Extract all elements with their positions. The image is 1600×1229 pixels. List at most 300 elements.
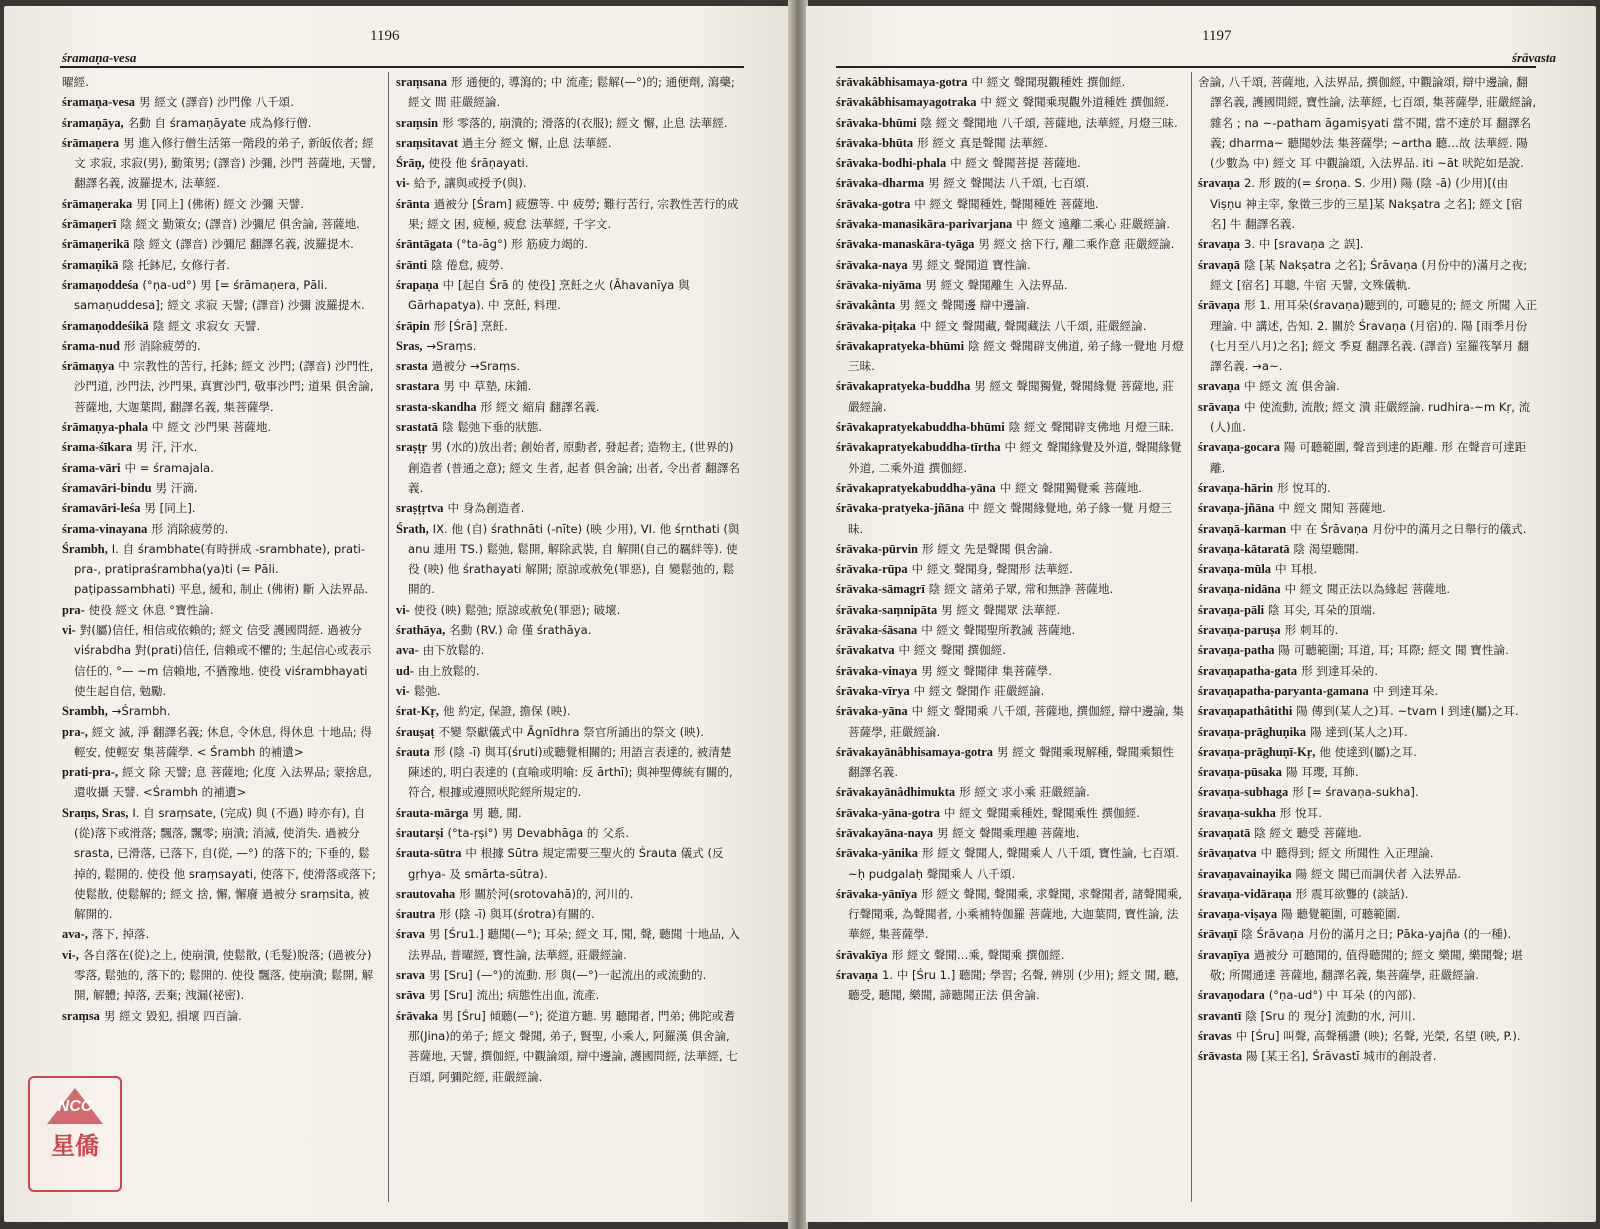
dictionary-entry [62, 113, 380, 133]
entry-definition: 形 經文 聲聞, 聲聞乘, 求聲聞, 求聲聞者, 諸聲聞乘, 行聲聞乘, 為聲聞者, 小乘補特伽羅 菩薩地, 大迦葉問, 寶性論, 法華經, 集菩薩學. [848, 886, 1183, 942]
entry-headword: ava-, [62, 927, 88, 942]
entry-headword: śravaṇīya [1198, 947, 1250, 962]
entry-headword: pra- [62, 602, 85, 617]
entry-headword: śrapaṇa [396, 277, 439, 292]
entry-definition: 男 (水的)放出者; 創始者, 原動者, 發起者; 造物主, (世界的)創造者 (普通之意); 經文 生者, 起者 俱舍論; 出者, 令出者 翻譯名義. [408, 440, 740, 495]
dictionary-entry [1198, 1026, 1538, 1046]
dictionary-entry [836, 275, 1184, 295]
dictionary-entry [836, 234, 1184, 254]
dictionary-entry [836, 478, 1184, 498]
entry-definition: 形 到達耳朵的. [1301, 663, 1379, 678]
entry-headword: sraṃsa [62, 1008, 100, 1023]
entry-headword: śravaṇa-pūsaka [1198, 765, 1283, 780]
entry-headword: Sras, [396, 338, 423, 353]
running-head: śramaṇa-vesa [62, 50, 137, 65]
entry-definition: 陰 經文 勤策女; (譯音) 沙彌尼 俱舍論, 菩薩地. [120, 217, 360, 232]
entry-headword: śravaṇapatha-gata [1198, 663, 1298, 678]
entry-headword: śrāvakapratyekabuddha-yāna [836, 480, 996, 495]
entry-definition: 中 身為創造者. [447, 501, 525, 516]
entry-definition: →Sraṃs. [426, 338, 477, 353]
dictionary-entry [396, 336, 742, 356]
dictionary-entry [62, 336, 380, 356]
entry-definition: 中 經文 聲聞作 莊嚴經論. [913, 683, 1045, 698]
entry-headword: śravaṇa-prāghuṇika [1198, 724, 1307, 739]
entry-definition: 1. 中 [Śru 1.] 聽聞; 學習; 名聲, 辨別 (少用); 經文 聞, 聽, 聽受, 聽聞, 樂聞, 諦聽聞正法 俱舍論. [848, 968, 1179, 1003]
entry-definition: 形 震耳欲聾的 (談話). [1295, 886, 1409, 901]
dictionary-entry [1198, 904, 1538, 924]
dictionary-entry [836, 153, 1184, 173]
dictionary-entry [836, 214, 1184, 234]
dictionary-entry [1198, 762, 1538, 782]
dictionary-entry [62, 600, 380, 620]
entry-headword: śrāmaṇeraka [62, 196, 133, 211]
running-head: śrāvasta [1511, 50, 1556, 65]
entry-definition: 中 [Śru] 叫聲, 高聲稱讚 (映); 名聲, 光榮, 名望 (映, P.). [1235, 1028, 1521, 1043]
dictionary-entry [836, 965, 1184, 1006]
dictionary-entry [1198, 661, 1538, 681]
dictionary-entry [836, 295, 1184, 315]
entry-headword: śravaṇa-nidāna [1198, 582, 1281, 597]
entry-headword: śrāvakapratyekabuddha-bhūmi [836, 420, 1005, 435]
entry-headword: śravaṇā-karman [1198, 521, 1287, 536]
entry-definition: 中 [起自 Śrā 的 使役] 烹飪之火 (Āhavanīya 與 Gārhapatya). 中 烹飪, 料理. [408, 277, 690, 313]
entry-definition: 男 經文 聲聞乘理趣 菩薩地. [937, 825, 1080, 840]
entry-definition: 形 經文 求小乘 莊嚴經論. [959, 785, 1090, 800]
dictionary-entry [396, 72, 742, 113]
entry-definition: 由上放鬆的. [417, 663, 480, 678]
entry-definition: 陽 [某王名], Śrāvastī 城市的創設者. [1246, 1049, 1437, 1064]
entry-definition: 中 宗教性的苦行, 托鉢; 經文 沙門; (譯音) 沙門性, 沙門道, 沙門法, 沙門果, 真實沙門, 敬事沙門; 道果 俱舍論, 菩薩地, 大迦葉問, 翻譯名義, 集菩薩學. [74, 359, 374, 414]
entry-headword: śrāvaka-bodhi-phala [836, 156, 947, 171]
entry-headword: śrāvakapratyeka-bhūmi [836, 338, 965, 353]
entry-headword: śrāvaka-rūpa [836, 562, 908, 577]
dictionary-entry [836, 437, 1184, 478]
entry-headword: śrāvaṇa [1198, 298, 1240, 313]
dictionary-entry [836, 742, 1184, 783]
dictionary-entry [62, 1006, 380, 1026]
dictionary-entry [396, 133, 742, 153]
entry-definition: 男 汗滴. [155, 480, 198, 495]
entry-headword: śrāvaka-piṭaka [836, 318, 916, 333]
entry-headword: śrāvakayānâdhimukta [836, 785, 956, 800]
entry-definition: 男 聽, 聞. [472, 805, 522, 820]
entry-headword: sraṣṭṛtva [396, 501, 444, 516]
dictionary-entry [396, 681, 742, 701]
entry-definition: 形 [= śravaṇa-sukha]. [1292, 785, 1419, 800]
entry-headword: śrāvaka-pūrvin [836, 541, 918, 556]
entry-definition: 中 經文 聲聞 撰伽經. [898, 643, 1006, 658]
entry-headword: śrāvaka-yānīya [836, 886, 918, 901]
entry-headword: śramaṇikā [62, 257, 119, 272]
entry-definition: 中 經文 聲聞種姓, 聲聞種姓 菩薩地. [914, 196, 1099, 211]
entry-definition: 形 通便的, 導瀉的; 中 流產; 鬆解(—°)的; 通便劑, 瀉藥; 經文 間 莊嚴經論. [408, 75, 735, 110]
entry-definition: 男 [Śru1.] 聽聞(—°); 耳朵; 經文 耳, 聞, 聲, 聽聞 十地品, 入法界品, 普曜經, 寶性論, 法華經, 莊嚴經論. [408, 927, 740, 962]
entry-headword: śravaṇa-kātaratā [1198, 541, 1290, 556]
entry-headword: śrāvakayāna-naya [836, 825, 934, 840]
entry-headword: śramaṇoddeśa [62, 277, 139, 292]
dictionary-entry [1198, 397, 1538, 438]
dictionary-entry [62, 133, 380, 194]
entry-headword: śrāvaka-śāsana [836, 623, 918, 638]
dictionary-entry [396, 275, 742, 316]
dictionary-entry [396, 701, 742, 721]
entry-headword: śramavāri-leśa [62, 501, 141, 516]
entry-headword: śravaṇa-vidāraṇa [1198, 886, 1292, 901]
column-1 [62, 72, 380, 1208]
entry-definition: 中 經文 沙門果 菩薩地. [152, 420, 272, 435]
dictionary-entry [62, 356, 380, 417]
entry-definition: 中 經文 聲聞菩提 菩薩地. [950, 156, 1081, 171]
entry-headword: śrāvaṇatva [1198, 846, 1257, 861]
entry-headword: vi-, [62, 947, 79, 962]
entry-definition: 中 經文 聲聞聖所教誡 菩薩地. [921, 623, 1076, 638]
entry-definition: 陰 耳尖, 耳朵的頂端. [1268, 602, 1376, 617]
entry-headword: śrama-śīkara [62, 440, 133, 455]
dictionary-entry [836, 255, 1184, 275]
entry-definition: 男 經文 聲聞道 寶性論. [911, 257, 1031, 272]
dictionary-entry [836, 803, 1184, 823]
entry-headword: sravaṇa [1198, 379, 1240, 394]
entry-definition: I. 自 sraṃsate, (完成) 與 (不過) 時亦有), 自(從)落下或滑落; 飄落, 飄零; 崩潰; 消滅, 使消失. 過被分 srasta, 已滑落, 已落下, 自(從, —°) 的落下的; 下垂的, 鬆掉的, 鬆開的. 使役 他 sraṃsayati, 使落下, 使滑落或落下; 使鬆散, 使鬆解的; 經文 捨, 懈, 懈廢 過被分 sraṃsita, 被解開的. [74, 805, 376, 922]
entry-definition: 各自落在(從)之上, 使崩潰, 使鬆散, (毛髮)脫落; (過被分) 零落, 鬆弛的, 落下的; 鬆開的. 使役 飄落, 使崩潰; 鬆開, 解開, 解體; 掉落, 丟棄; 洩漏(祕密). [74, 947, 374, 1003]
entry-headword: śrāvaka-dharma [836, 176, 925, 191]
dictionary-entry [1198, 72, 1538, 173]
entry-headword: śrāmaṇerikā [62, 237, 130, 252]
stamp-text: 星僑 [51, 1133, 99, 1160]
entry-definition: 形 關於河(srotovahā)的, 河川的. [459, 886, 634, 901]
entry-definition: 中 經文 聲聞乘現觀外道種姓 撰伽經. [980, 95, 1170, 110]
watermark-stamp [28, 1076, 122, 1192]
entry-definition: →Śrambh. [111, 704, 171, 719]
dictionary-entry [396, 985, 742, 1005]
entry-headword: sraṃsin [396, 115, 438, 130]
dictionary-entry [396, 823, 742, 843]
entry-definition: 男 [Sru] (—°)的流動. 形 與(—°)一起流出的或流動的. [428, 968, 707, 983]
entry-headword: srautovaha [396, 886, 456, 901]
entry-headword: srava [396, 968, 425, 983]
dictionary-entry [1198, 600, 1538, 620]
dictionary-entry [836, 539, 1184, 559]
entry-definition: 陰 經文 聲聞辟支佛地 月燈三昧. [1008, 420, 1175, 435]
entry-headword: srāvaṇa [1198, 399, 1240, 414]
entry-headword: sravantī [1198, 1008, 1242, 1023]
entry-headword: Śrambh, [62, 541, 108, 556]
dictionary-entry [396, 255, 742, 275]
book-gutter [788, 0, 808, 1229]
entry-headword: śrāvaka-sāmagrī [836, 582, 925, 597]
entry-headword: śrauta-sūtra [396, 846, 462, 861]
dictionary-entry [62, 72, 380, 92]
entry-headword: vi- [396, 176, 410, 191]
entry-definition: 陰 Śrāvaṇa 月份的滿月之日; Pāka-yajña (的一種). [1241, 927, 1512, 942]
entry-headword: śravaṇa-sukha [1198, 805, 1276, 820]
entry-definition: 形 經文 真是聲聞 法華經. [917, 135, 1048, 150]
entry-definition: 形 零落的, 崩潰的; 滑落的(衣服); 經文 懈, 止息 法華經. [441, 115, 728, 130]
dictionary-entry [836, 640, 1184, 660]
entry-definition: 陽 可聽範圍; 耳道, 耳; 耳際; 經文 聞 寶性論. [1278, 643, 1509, 658]
entry-headword: śrāvaka-yānika [836, 846, 918, 861]
dictionary-entry [1198, 437, 1538, 478]
entry-definition: 過被分 →Sraṃs. [431, 359, 521, 374]
entry-definition: (°ta-āg°) 形 筋疲力竭的. [456, 237, 588, 252]
entry-definition: 男 進入修行僧生活第一階段的弟子, 新皈依者; 經文 求寂, 求寂(男), 勤策男; (譯音) 沙彌, 沙門 菩薩地, 天譬, 翻譯名義, 波羅提木, 法華經. [74, 135, 376, 191]
entry-headword: śrauta [396, 744, 430, 759]
entry-headword: śravaṇā [1198, 257, 1240, 272]
entry-definition: 陰 經文 求寂女 天譬. [152, 318, 261, 333]
dictionary-entry [1198, 1006, 1538, 1026]
entry-definition: 陰 鬆弛下垂的狀態. [441, 420, 543, 435]
dictionary-entry [1198, 579, 1538, 599]
entry-headword: śrāvakânta [836, 298, 896, 313]
entry-definition: 名動 (RV.) 命 僅 śrathāya. [449, 623, 592, 638]
dictionary-entry [1198, 722, 1538, 742]
entry-definition: 中 到達耳朵. [1372, 683, 1439, 698]
dictionary-entry [1198, 173, 1538, 234]
entry-headword: śrāvaka-gotra [836, 196, 911, 211]
entry-headword: pra-, [62, 724, 88, 739]
dictionary-entry [62, 620, 380, 701]
entry-definition: 男 經文 聲聞眾 法華經. [941, 602, 1061, 617]
entry-headword: śrāvaka-bhūta [836, 135, 914, 150]
dictionary-entry [396, 904, 742, 924]
entry-definition: 使役 他 śrāṇayati. [428, 156, 529, 171]
entry-headword: śrāvakâbhisamayagotraka [836, 95, 977, 110]
entry-definition: 男 經文 聲聞獨覺, 聲聞緣覺 菩薩地, 莊嚴經論. [848, 379, 1174, 414]
entry-definition: (°ta-ṛṣi°) 男 Devabhāga 的 父系. [447, 825, 630, 840]
dictionary-entry [62, 92, 380, 112]
entry-definition: 形 悅耳的. [1277, 480, 1331, 495]
entry-headword: śrāmaṇera [62, 135, 120, 150]
entry-headword: srastatā [396, 420, 438, 435]
entry-headword: śrautra [396, 907, 436, 922]
entry-headword: śrāvaka-bhūmi [836, 115, 917, 130]
entry-headword: śrānta [396, 196, 430, 211]
entry-headword: vi- [396, 602, 410, 617]
entry-definition: 男 [Sru] 流出; 病態性出血, 流產. [428, 988, 600, 1003]
dictionary-entry [1198, 945, 1538, 986]
entry-definition: 男 [同上] (佛術) 經文 沙彌 天譬. [136, 196, 304, 211]
entry-headword: srāva [396, 988, 425, 1003]
dictionary-entry [396, 356, 742, 376]
entry-definition: 經文 除 天譬; 息 菩薩地; 化度 入法界品; 蒙捨息, 還收攝 天譬. <Śrambh 的補遺> [74, 765, 372, 800]
dictionary-entry [396, 803, 742, 823]
dictionary-entry [1198, 843, 1538, 863]
entry-definition: 使役 (映) 鬆弛; 原諒或赦免(罪惡); 破壞. [413, 602, 621, 617]
entry-headword: śravaṇapathâtithi [1198, 704, 1293, 719]
entry-headword: śrama-nud [62, 338, 120, 353]
dictionary-entry [1198, 519, 1538, 539]
entry-definition: 形 [Śrā] 烹飪. [433, 318, 508, 333]
entry-definition: 給予, 讓與或授予(與). [413, 176, 527, 191]
dictionary-entry [62, 803, 380, 925]
entry-definition: 舍論, 八千頌, 菩薩地, 入法界品, 撰伽經, 中觀論頌, 辯中邊論, 翻譯名義, 護國問經, 寶性論, 法華經, 七百頌, 集菩薩學, 莊嚴經論, 雜名 ; na ~-patham āgamiṣyati 當不聞, 當不達於耳 翻譯名義; dharma~ 聽聞妙法 集菩薩學; ~artha 聽…故 法華經. 陽 (少數為 中) 經文 耳 中觀論頌, 入法界品. iti ~āt 吠陀如是說. [1198, 75, 1537, 171]
entry-definition: 陰 渴望聽聞. [1293, 541, 1359, 556]
entry-definition: 男 [Śru] 傾聽(—°); 從道方聽. 男 聽聞者, 門弟; 佛陀或耆那(Jina)的弟子; 經文 聲聞, 弟子, 賢聖, 小乘人, 阿羅漢 俱舍論, 菩薩地, 天譬, 撰伽經, 中觀論頌, 辯中邊論, 護國問經, 法華經, 七百頌, 阿彌陀經, 莊嚴經論. [408, 1008, 738, 1084]
dictionary-entry [1198, 884, 1538, 904]
entry-definition: 中 經文 聲聞緣覺地, 弟子緣一覺 月燈三昧. [848, 501, 1172, 536]
dictionary-entry [62, 214, 380, 234]
dictionary-entry [1198, 803, 1538, 823]
entry-headword: śrāvaka-vīrya [836, 683, 910, 698]
entry-definition: (°ṇa-ud°) 男 [= śrāmaṇera, Pāli. samaṇuddesa]; 經文 求寂 天譬; (譯音) 沙彌 波羅提木. [74, 277, 365, 313]
entry-definition: 過主分 經文 懈, 止息 法華經. [461, 135, 612, 150]
entry-definition: 名動 自 śramaṇāyate 成為修行僧. [127, 115, 312, 130]
entry-definition: 男 經文 聲聞法 八千頌, 七百頌. [928, 176, 1090, 191]
entry-definition: 使役 經文 休息 °寶性論. [88, 602, 214, 617]
dictionary-entry [836, 417, 1184, 437]
entry-definition: 2. 形 跛的(= śroṇa. S. 少用) 陽 (陰 -ā) (少用)[(由 Viṣṇu 神主宰, 象徵三步的三星]某 Nakṣatra 之名]; 經文 [宿名] 牛 翻譯名義. [1210, 176, 1523, 232]
dictionary-entry [1198, 295, 1538, 376]
entry-definition: 中 根據 Sūtra 規定需要三聖火的 Śrauta 儀式 (反 gṛhya- 及 smārta-sūtra). [408, 846, 724, 881]
entry-definition: 中 經文 聲聞乘種姓, 聲聞乘性 撰伽經. [943, 805, 1140, 820]
entry-headword: śrāvaka-vinaya [836, 663, 918, 678]
entry-definition: 中 經文 聲聞身, 聲聞形 法華經. [911, 562, 1073, 577]
entry-headword: śrautarṣi [396, 825, 444, 840]
entry-headword: srastara [396, 379, 440, 394]
page-number: 1197 [1202, 28, 1232, 44]
entry-definition: 形 刺耳的. [1284, 623, 1339, 638]
dictionary-entry [396, 113, 742, 133]
dictionary-entry [836, 701, 1184, 742]
entry-definition: 形 經文 先是聲聞 俱舍論. [921, 541, 1053, 556]
entry-headword: śrathāya, [396, 623, 446, 638]
dictionary-entry [396, 498, 742, 518]
dictionary-entry [396, 417, 742, 437]
entry-headword: śrāvaka-niyāma [836, 277, 922, 292]
entry-definition: 他 約定, 保證, 擔保 (映). [442, 704, 571, 719]
column-2 [1198, 72, 1538, 1208]
entry-headword: Srambh, [62, 704, 108, 719]
entry-definition: 中 聽得到; 經文 所聞性 入正理論. [1260, 846, 1434, 861]
column-1 [836, 72, 1184, 1208]
entry-definition: 中 = śramajala. [124, 460, 214, 475]
entry-definition: 中 經文 流 俱舍論. [1243, 379, 1340, 394]
entry-definition: 陰 經文 聲聞辟支佛道, 弟子緣一覺地 月燈三昧. [848, 338, 1184, 374]
dictionary-entry [396, 437, 742, 498]
entry-definition: 男 汗, 汗水. [136, 440, 198, 455]
dictionary-entry [62, 275, 380, 316]
dictionary-entry [396, 884, 742, 904]
entry-headword: śrat-Kṛ, [396, 704, 440, 719]
dictionary-entry [62, 478, 380, 498]
dictionary-entry [836, 661, 1184, 681]
entry-headword: śrāvaka-manasikāra-parivarjana [836, 217, 1013, 232]
column-divider [1191, 72, 1192, 1202]
entry-headword: śravaṇa-patha [1198, 643, 1275, 658]
entry-headword: sraṃsitavat [396, 135, 458, 150]
column-divider [388, 72, 389, 1202]
entry-headword: sraṣṭṛ [396, 440, 427, 455]
dictionary-entry [62, 234, 380, 254]
entry-definition: 男 經文 毀犯, 損壞 四百論. [103, 1008, 242, 1023]
entry-definition: 中 經文 聲聞藏, 聲聞藏法 八千頌, 莊嚴經論. [919, 318, 1147, 333]
entry-definition: 曜經. [62, 75, 89, 89]
entry-definition: 形 (陰 -ī) 與耳(śrotra)有關的. [439, 907, 595, 922]
dictionary-entry [396, 965, 742, 985]
stamp-text: NCC [57, 1098, 93, 1115]
entry-definition: 陰 經文 (譯音) 沙彌尼 翻譯名義, 波羅提木. [133, 237, 354, 252]
entry-definition: 陰 托鉢尼, 女修行者. [122, 257, 230, 272]
dictionary-entry [396, 640, 742, 660]
entry-headword: śrānti [396, 257, 427, 272]
entry-headword: śrauṣaṭ [396, 724, 435, 739]
dictionary-entry [62, 762, 380, 803]
dictionary-entry [836, 600, 1184, 620]
entry-headword: prati-pra-, [62, 765, 119, 780]
entry-definition: 男 經文 聲聞律 集菩薩學. [921, 663, 1052, 678]
dictionary-entry [396, 924, 742, 965]
entry-headword: śrāvaka-manaskāra-tyāga [836, 237, 975, 252]
entry-headword: śrāvaka-saṃnipāta [836, 602, 938, 617]
dictionary-entry [396, 173, 742, 193]
entry-headword: śravaṇa-prāghuṇī-Kṛ, [1198, 744, 1316, 759]
dictionary-entry [836, 133, 1184, 153]
entry-definition: 中 使流動, 流散; 經文 潰 莊嚴經論. rudhira-~m Kṛ, 流(人)血. [1210, 399, 1531, 435]
entry-definition: 陽 經文 聞已而調伏者 入法界品. [1295, 866, 1462, 881]
dictionary-entry [1198, 924, 1538, 944]
entry-headword: śravaṇa-gocara [1198, 440, 1280, 455]
entry-headword: śravaṇodara [1198, 988, 1265, 1003]
dictionary-entry [1198, 620, 1538, 640]
header-rule [836, 66, 1536, 68]
entry-headword: śrāvakâbhisamaya-gotra [836, 75, 968, 89]
dictionary-entry [396, 376, 742, 396]
dictionary-entry [62, 417, 380, 437]
dictionary-entry [1198, 1046, 1538, 1066]
dictionary-entry [1198, 782, 1538, 802]
entry-definition: 男 經文 (譯音) 沙門像 八千頌. [138, 95, 294, 110]
entry-headword: vi- [396, 683, 410, 698]
entry-definition: 形 1. 用耳朵(śravaṇa)聽到的, 可聽見的; 經文 所聞 入正理論. 中 講述, 告知. 2. 關於 Śravaṇa (月宿)的. 陽 [雨季月份(七月至八月)之名]; 經文 季夏 翻譯名義. (譯音) 室羅筏拏月 翻譯名義. →a~. [1210, 298, 1538, 374]
entry-headword: śravaṇa [836, 968, 878, 983]
entry-definition: 形 悅耳. [1279, 805, 1322, 820]
page-number: 1196 [370, 28, 400, 44]
dictionary-entry [836, 681, 1184, 701]
entry-definition: 他 使達到(屬)之耳. [1319, 744, 1417, 759]
dictionary-entry [836, 316, 1184, 336]
dictionary-entry [836, 194, 1184, 214]
entry-headword: śrāmaṇya [62, 359, 115, 374]
entry-headword: śravas [1198, 1028, 1232, 1043]
dictionary-entry [396, 397, 742, 417]
left-page [4, 6, 790, 1222]
entry-definition: 形 經文 聲聞人, 聲聞乘人 八千頌, 寶性論, 七百頌. ~ḥ pudgalaḥ 聲聞乘人 八千頌. [848, 846, 1180, 881]
entry-headword: śrāvakatva [836, 643, 895, 658]
entry-headword: śrāvakīya [836, 947, 888, 962]
dictionary-entry [836, 559, 1184, 579]
entry-headword: śrāvaṇī [1198, 927, 1238, 942]
entry-definition: 由下放鬆的. [422, 643, 485, 658]
entry-definition: 男 [同上]. [144, 501, 196, 516]
header-rule [60, 66, 744, 68]
entry-headword: śrāvaka-pratyeka-jñāna [836, 501, 965, 516]
dictionary-entry [836, 620, 1184, 640]
entry-definition: 陽 可聽範圍, 聲音到達的距離. 形 在聲音可達距離. [1210, 440, 1527, 475]
dictionary-entry [62, 316, 380, 336]
dictionary-entry [396, 153, 742, 173]
dictionary-entry [396, 194, 742, 235]
dictionary-entry [1198, 823, 1538, 843]
entry-headword: vi- [62, 623, 76, 638]
entry-definition: I. 自 śrambhate(有時拼成 -srambhate), prati-pra-, pratipraśrambha(ya)ti (= Pāli. paṭipassambhati) 平息, 緩和, 制止 (佛術) 斷 入法界品. [74, 541, 369, 597]
column-2 [396, 72, 742, 1208]
entry-definition: 對(屬)信任, 相信或依賴的; 經文 信受 護國問經. 過被分 viśrabdha 對(prati)信任, 信賴或不懼的; 生起信心或表示信任的. °— ~m 信賴地, 不猶豫地. 使役 viśrambhayati 使生起自信, 勉勵. [74, 623, 372, 698]
entry-definition: 陰 倦怠, 疲勞. [430, 257, 504, 272]
entry-definition: 中 經文 聲聞緣覺及外道, 聲聞緣覺外道, 二乘外道 撰伽經. [848, 440, 1182, 475]
entry-definition: 中 耳根. [1274, 562, 1318, 577]
dictionary-entry [1198, 864, 1538, 884]
dictionary-entry [62, 498, 380, 518]
